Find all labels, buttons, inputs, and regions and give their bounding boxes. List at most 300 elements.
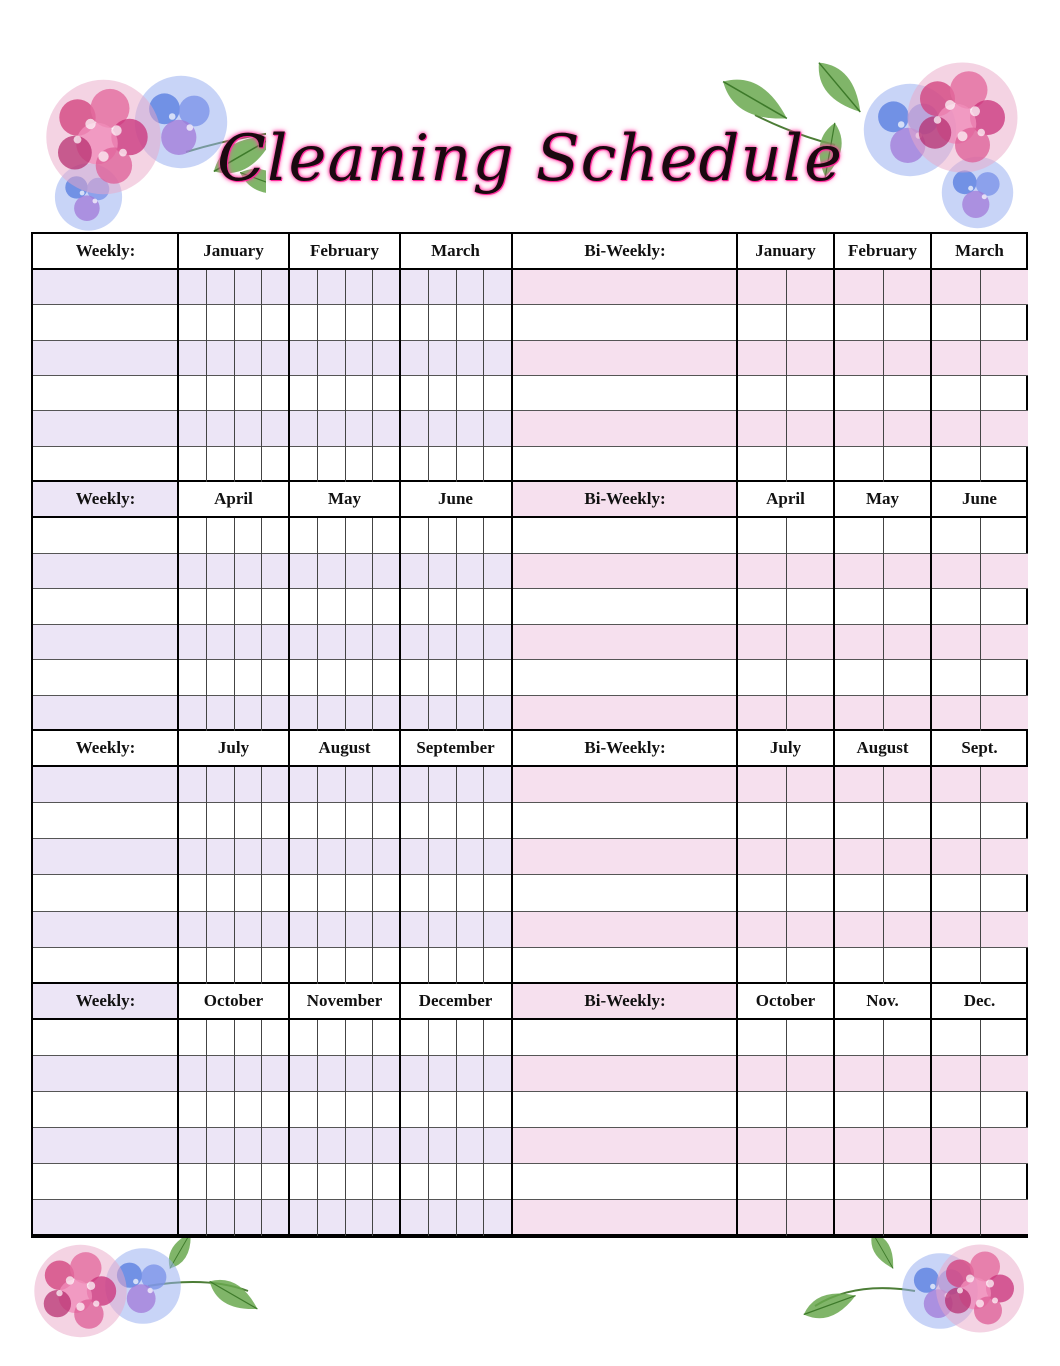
weekly-check-cell[interactable] <box>317 696 345 730</box>
biweekly-check-cell[interactable] <box>834 1020 883 1055</box>
biweekly-check-cell[interactable] <box>931 270 980 304</box>
weekly-check-cell[interactable] <box>261 1056 289 1091</box>
weekly-check-cell[interactable] <box>234 1020 262 1055</box>
biweekly-check-cell[interactable] <box>980 876 1029 911</box>
weekly-task-cell[interactable] <box>33 1128 178 1163</box>
weekly-check-cell[interactable] <box>400 589 428 624</box>
weekly-check-cell[interactable] <box>289 839 317 874</box>
weekly-check-cell[interactable] <box>345 1128 373 1163</box>
weekly-check-cell[interactable] <box>345 1164 373 1199</box>
weekly-check-cell[interactable] <box>206 305 234 339</box>
biweekly-check-cell[interactable] <box>737 767 786 802</box>
biweekly-check-cell[interactable] <box>931 1020 980 1055</box>
weekly-check-cell[interactable] <box>400 341 428 375</box>
weekly-check-cell[interactable] <box>456 876 484 911</box>
biweekly-check-cell[interactable] <box>883 270 932 304</box>
weekly-check-cell[interactable] <box>178 948 206 982</box>
weekly-check-cell[interactable] <box>317 767 345 802</box>
biweekly-check-cell[interactable] <box>786 1020 835 1055</box>
weekly-check-cell[interactable] <box>261 447 289 480</box>
biweekly-check-cell[interactable] <box>834 270 883 304</box>
biweekly-check-cell[interactable] <box>786 696 835 730</box>
biweekly-task-cell[interactable] <box>513 589 737 624</box>
weekly-check-cell[interactable] <box>289 411 317 445</box>
biweekly-check-cell[interactable] <box>737 696 786 730</box>
biweekly-check-cell[interactable] <box>931 518 980 553</box>
biweekly-task-cell[interactable] <box>513 554 737 589</box>
weekly-check-cell[interactable] <box>456 912 484 947</box>
weekly-check-cell[interactable] <box>400 270 428 304</box>
weekly-check-cell[interactable] <box>372 660 400 695</box>
biweekly-check-cell[interactable] <box>980 341 1029 375</box>
weekly-check-cell[interactable] <box>261 839 289 874</box>
weekly-check-cell[interactable] <box>317 1092 345 1127</box>
weekly-check-cell[interactable] <box>345 839 373 874</box>
weekly-task-cell[interactable] <box>33 803 178 838</box>
weekly-check-cell[interactable] <box>400 660 428 695</box>
biweekly-check-cell[interactable] <box>931 696 980 730</box>
biweekly-check-cell[interactable] <box>931 767 980 802</box>
weekly-check-cell[interactable] <box>234 1200 262 1234</box>
weekly-check-cell[interactable] <box>456 589 484 624</box>
biweekly-check-cell[interactable] <box>737 447 786 480</box>
weekly-check-cell[interactable] <box>261 948 289 982</box>
biweekly-check-cell[interactable] <box>931 912 980 947</box>
biweekly-task-cell[interactable] <box>513 1056 737 1091</box>
weekly-task-cell[interactable] <box>33 948 178 982</box>
weekly-check-cell[interactable] <box>428 767 456 802</box>
biweekly-check-cell[interactable] <box>834 589 883 624</box>
weekly-check-cell[interactable] <box>317 305 345 339</box>
weekly-check-cell[interactable] <box>178 660 206 695</box>
weekly-check-cell[interactable] <box>289 589 317 624</box>
biweekly-check-cell[interactable] <box>883 1200 932 1234</box>
weekly-check-cell[interactable] <box>400 305 428 339</box>
weekly-check-cell[interactable] <box>178 341 206 375</box>
biweekly-check-cell[interactable] <box>883 876 932 911</box>
weekly-check-cell[interactable] <box>289 376 317 410</box>
weekly-check-cell[interactable] <box>345 660 373 695</box>
weekly-check-cell[interactable] <box>206 589 234 624</box>
biweekly-task-cell[interactable] <box>513 1020 737 1055</box>
biweekly-task-cell[interactable] <box>513 696 737 730</box>
biweekly-task-cell[interactable] <box>513 839 737 874</box>
weekly-check-cell[interactable] <box>428 554 456 589</box>
weekly-check-cell[interactable] <box>456 1200 484 1234</box>
biweekly-check-cell[interactable] <box>980 589 1029 624</box>
weekly-check-cell[interactable] <box>428 341 456 375</box>
weekly-check-cell[interactable] <box>234 376 262 410</box>
weekly-check-cell[interactable] <box>234 270 262 304</box>
weekly-check-cell[interactable] <box>261 912 289 947</box>
weekly-check-cell[interactable] <box>206 912 234 947</box>
weekly-check-cell[interactable] <box>400 876 428 911</box>
weekly-check-cell[interactable] <box>483 1164 511 1199</box>
weekly-check-cell[interactable] <box>206 1092 234 1127</box>
weekly-check-cell[interactable] <box>178 554 206 589</box>
weekly-check-cell[interactable] <box>289 305 317 339</box>
weekly-check-cell[interactable] <box>234 767 262 802</box>
weekly-check-cell[interactable] <box>400 1128 428 1163</box>
weekly-check-cell[interactable] <box>261 270 289 304</box>
weekly-check-cell[interactable] <box>289 948 317 982</box>
weekly-check-cell[interactable] <box>345 767 373 802</box>
weekly-task-cell[interactable] <box>33 447 178 480</box>
biweekly-check-cell[interactable] <box>786 554 835 589</box>
weekly-task-cell[interactable] <box>33 270 178 304</box>
weekly-check-cell[interactable] <box>234 447 262 480</box>
weekly-check-cell[interactable] <box>372 1128 400 1163</box>
weekly-check-cell[interactable] <box>206 1056 234 1091</box>
biweekly-check-cell[interactable] <box>883 696 932 730</box>
weekly-check-cell[interactable] <box>206 518 234 553</box>
biweekly-check-cell[interactable] <box>931 839 980 874</box>
weekly-check-cell[interactable] <box>372 341 400 375</box>
weekly-check-cell[interactable] <box>178 625 206 660</box>
weekly-check-cell[interactable] <box>456 518 484 553</box>
weekly-check-cell[interactable] <box>206 696 234 730</box>
biweekly-check-cell[interactable] <box>834 876 883 911</box>
weekly-check-cell[interactable] <box>261 876 289 911</box>
weekly-task-cell[interactable] <box>33 1164 178 1199</box>
weekly-check-cell[interactable] <box>206 341 234 375</box>
biweekly-check-cell[interactable] <box>834 1164 883 1199</box>
biweekly-check-cell[interactable] <box>834 518 883 553</box>
biweekly-check-cell[interactable] <box>737 1128 786 1163</box>
weekly-check-cell[interactable] <box>317 839 345 874</box>
weekly-check-cell[interactable] <box>289 1092 317 1127</box>
biweekly-check-cell[interactable] <box>883 341 932 375</box>
biweekly-check-cell[interactable] <box>786 1200 835 1234</box>
biweekly-check-cell[interactable] <box>834 554 883 589</box>
weekly-check-cell[interactable] <box>456 948 484 982</box>
weekly-task-cell[interactable] <box>33 625 178 660</box>
weekly-task-cell[interactable] <box>33 876 178 911</box>
weekly-check-cell[interactable] <box>289 803 317 838</box>
weekly-check-cell[interactable] <box>428 839 456 874</box>
weekly-check-cell[interactable] <box>428 803 456 838</box>
weekly-check-cell[interactable] <box>289 1056 317 1091</box>
biweekly-check-cell[interactable] <box>786 1164 835 1199</box>
weekly-check-cell[interactable] <box>428 696 456 730</box>
weekly-check-cell[interactable] <box>345 912 373 947</box>
biweekly-task-cell[interactable] <box>513 305 737 339</box>
biweekly-check-cell[interactable] <box>737 1092 786 1127</box>
weekly-check-cell[interactable] <box>345 447 373 480</box>
weekly-check-cell[interactable] <box>428 625 456 660</box>
weekly-check-cell[interactable] <box>456 660 484 695</box>
weekly-check-cell[interactable] <box>400 1200 428 1234</box>
biweekly-check-cell[interactable] <box>980 1164 1029 1199</box>
biweekly-check-cell[interactable] <box>883 660 932 695</box>
biweekly-check-cell[interactable] <box>883 518 932 553</box>
weekly-check-cell[interactable] <box>178 589 206 624</box>
weekly-check-cell[interactable] <box>289 696 317 730</box>
weekly-check-cell[interactable] <box>400 948 428 982</box>
biweekly-check-cell[interactable] <box>737 948 786 982</box>
weekly-check-cell[interactable] <box>317 270 345 304</box>
biweekly-check-cell[interactable] <box>883 554 932 589</box>
weekly-check-cell[interactable] <box>178 376 206 410</box>
weekly-check-cell[interactable] <box>261 341 289 375</box>
weekly-check-cell[interactable] <box>317 1020 345 1055</box>
weekly-check-cell[interactable] <box>261 1200 289 1234</box>
weekly-check-cell[interactable] <box>372 270 400 304</box>
weekly-task-cell[interactable] <box>33 1020 178 1055</box>
weekly-check-cell[interactable] <box>372 554 400 589</box>
biweekly-check-cell[interactable] <box>786 625 835 660</box>
weekly-check-cell[interactable] <box>372 1056 400 1091</box>
biweekly-check-cell[interactable] <box>931 876 980 911</box>
weekly-check-cell[interactable] <box>206 1164 234 1199</box>
weekly-check-cell[interactable] <box>317 625 345 660</box>
biweekly-check-cell[interactable] <box>883 625 932 660</box>
weekly-check-cell[interactable] <box>483 270 511 304</box>
weekly-check-cell[interactable] <box>428 1056 456 1091</box>
weekly-check-cell[interactable] <box>456 305 484 339</box>
biweekly-check-cell[interactable] <box>786 270 835 304</box>
weekly-check-cell[interactable] <box>234 660 262 695</box>
biweekly-task-cell[interactable] <box>513 1092 737 1127</box>
weekly-check-cell[interactable] <box>289 447 317 480</box>
weekly-check-cell[interactable] <box>428 447 456 480</box>
biweekly-check-cell[interactable] <box>883 376 932 410</box>
biweekly-check-cell[interactable] <box>980 518 1029 553</box>
weekly-task-cell[interactable] <box>33 589 178 624</box>
biweekly-check-cell[interactable] <box>786 589 835 624</box>
weekly-check-cell[interactable] <box>289 876 317 911</box>
weekly-check-cell[interactable] <box>483 1056 511 1091</box>
biweekly-check-cell[interactable] <box>786 948 835 982</box>
weekly-check-cell[interactable] <box>234 341 262 375</box>
weekly-check-cell[interactable] <box>261 1128 289 1163</box>
weekly-task-cell[interactable] <box>33 341 178 375</box>
biweekly-check-cell[interactable] <box>883 1128 932 1163</box>
weekly-check-cell[interactable] <box>206 625 234 660</box>
biweekly-check-cell[interactable] <box>737 589 786 624</box>
weekly-check-cell[interactable] <box>261 305 289 339</box>
biweekly-check-cell[interactable] <box>737 912 786 947</box>
biweekly-check-cell[interactable] <box>931 554 980 589</box>
weekly-check-cell[interactable] <box>372 305 400 339</box>
weekly-check-cell[interactable] <box>400 839 428 874</box>
biweekly-check-cell[interactable] <box>834 1128 883 1163</box>
biweekly-check-cell[interactable] <box>737 305 786 339</box>
weekly-check-cell[interactable] <box>428 270 456 304</box>
biweekly-check-cell[interactable] <box>834 912 883 947</box>
weekly-check-cell[interactable] <box>345 411 373 445</box>
weekly-check-cell[interactable] <box>345 1020 373 1055</box>
biweekly-check-cell[interactable] <box>931 1164 980 1199</box>
weekly-check-cell[interactable] <box>428 912 456 947</box>
weekly-check-cell[interactable] <box>372 447 400 480</box>
weekly-check-cell[interactable] <box>372 912 400 947</box>
weekly-check-cell[interactable] <box>456 554 484 589</box>
weekly-check-cell[interactable] <box>206 447 234 480</box>
weekly-check-cell[interactable] <box>456 447 484 480</box>
weekly-check-cell[interactable] <box>317 376 345 410</box>
weekly-check-cell[interactable] <box>289 1020 317 1055</box>
biweekly-check-cell[interactable] <box>786 912 835 947</box>
biweekly-check-cell[interactable] <box>980 554 1029 589</box>
biweekly-check-cell[interactable] <box>737 625 786 660</box>
weekly-check-cell[interactable] <box>234 1164 262 1199</box>
biweekly-check-cell[interactable] <box>786 1092 835 1127</box>
biweekly-check-cell[interactable] <box>883 589 932 624</box>
weekly-check-cell[interactable] <box>400 411 428 445</box>
weekly-check-cell[interactable] <box>483 696 511 730</box>
weekly-check-cell[interactable] <box>178 1020 206 1055</box>
weekly-check-cell[interactable] <box>483 803 511 838</box>
weekly-check-cell[interactable] <box>428 876 456 911</box>
weekly-check-cell[interactable] <box>372 1164 400 1199</box>
biweekly-task-cell[interactable] <box>513 518 737 553</box>
weekly-check-cell[interactable] <box>178 1092 206 1127</box>
biweekly-check-cell[interactable] <box>980 803 1029 838</box>
weekly-task-cell[interactable] <box>33 376 178 410</box>
weekly-check-cell[interactable] <box>261 767 289 802</box>
weekly-check-cell[interactable] <box>234 411 262 445</box>
weekly-check-cell[interactable] <box>178 876 206 911</box>
weekly-check-cell[interactable] <box>345 554 373 589</box>
weekly-check-cell[interactable] <box>372 767 400 802</box>
weekly-check-cell[interactable] <box>317 876 345 911</box>
biweekly-task-cell[interactable] <box>513 876 737 911</box>
weekly-check-cell[interactable] <box>289 912 317 947</box>
weekly-check-cell[interactable] <box>317 1056 345 1091</box>
biweekly-check-cell[interactable] <box>980 1128 1029 1163</box>
weekly-check-cell[interactable] <box>234 1056 262 1091</box>
weekly-check-cell[interactable] <box>317 948 345 982</box>
biweekly-task-cell[interactable] <box>513 1200 737 1234</box>
weekly-check-cell[interactable] <box>317 554 345 589</box>
biweekly-check-cell[interactable] <box>834 803 883 838</box>
weekly-check-cell[interactable] <box>206 554 234 589</box>
biweekly-task-cell[interactable] <box>513 767 737 802</box>
biweekly-check-cell[interactable] <box>883 1092 932 1127</box>
weekly-check-cell[interactable] <box>261 1164 289 1199</box>
weekly-check-cell[interactable] <box>400 767 428 802</box>
weekly-check-cell[interactable] <box>234 696 262 730</box>
biweekly-check-cell[interactable] <box>883 1164 932 1199</box>
biweekly-check-cell[interactable] <box>834 660 883 695</box>
weekly-check-cell[interactable] <box>483 376 511 410</box>
biweekly-task-cell[interactable] <box>513 803 737 838</box>
biweekly-check-cell[interactable] <box>931 1128 980 1163</box>
weekly-check-cell[interactable] <box>289 341 317 375</box>
weekly-check-cell[interactable] <box>428 660 456 695</box>
weekly-check-cell[interactable] <box>317 912 345 947</box>
weekly-check-cell[interactable] <box>428 1128 456 1163</box>
biweekly-check-cell[interactable] <box>931 305 980 339</box>
weekly-check-cell[interactable] <box>483 518 511 553</box>
biweekly-check-cell[interactable] <box>980 411 1029 445</box>
weekly-check-cell[interactable] <box>483 411 511 445</box>
biweekly-check-cell[interactable] <box>980 305 1029 339</box>
weekly-check-cell[interactable] <box>372 696 400 730</box>
weekly-check-cell[interactable] <box>345 696 373 730</box>
weekly-check-cell[interactable] <box>345 518 373 553</box>
weekly-check-cell[interactable] <box>428 518 456 553</box>
weekly-check-cell[interactable] <box>456 1164 484 1199</box>
weekly-check-cell[interactable] <box>428 376 456 410</box>
biweekly-check-cell[interactable] <box>931 1092 980 1127</box>
biweekly-check-cell[interactable] <box>980 948 1029 982</box>
weekly-check-cell[interactable] <box>206 948 234 982</box>
weekly-check-cell[interactable] <box>289 1164 317 1199</box>
biweekly-check-cell[interactable] <box>980 767 1029 802</box>
weekly-task-cell[interactable] <box>33 1200 178 1234</box>
biweekly-check-cell[interactable] <box>786 305 835 339</box>
biweekly-task-cell[interactable] <box>513 912 737 947</box>
weekly-check-cell[interactable] <box>261 554 289 589</box>
weekly-check-cell[interactable] <box>261 696 289 730</box>
weekly-check-cell[interactable] <box>234 1128 262 1163</box>
weekly-check-cell[interactable] <box>261 589 289 624</box>
weekly-task-cell[interactable] <box>33 554 178 589</box>
weekly-check-cell[interactable] <box>289 1128 317 1163</box>
weekly-check-cell[interactable] <box>317 1164 345 1199</box>
weekly-check-cell[interactable] <box>456 1020 484 1055</box>
weekly-check-cell[interactable] <box>206 839 234 874</box>
weekly-check-cell[interactable] <box>400 1056 428 1091</box>
biweekly-check-cell[interactable] <box>737 839 786 874</box>
weekly-check-cell[interactable] <box>372 839 400 874</box>
weekly-check-cell[interactable] <box>234 1092 262 1127</box>
weekly-check-cell[interactable] <box>483 948 511 982</box>
weekly-check-cell[interactable] <box>289 1200 317 1234</box>
weekly-check-cell[interactable] <box>345 625 373 660</box>
weekly-check-cell[interactable] <box>289 660 317 695</box>
biweekly-task-cell[interactable] <box>513 1164 737 1199</box>
biweekly-check-cell[interactable] <box>786 518 835 553</box>
weekly-check-cell[interactable] <box>261 411 289 445</box>
weekly-check-cell[interactable] <box>483 589 511 624</box>
weekly-task-cell[interactable] <box>33 518 178 553</box>
weekly-check-cell[interactable] <box>345 589 373 624</box>
weekly-check-cell[interactable] <box>372 1020 400 1055</box>
biweekly-check-cell[interactable] <box>737 1164 786 1199</box>
weekly-check-cell[interactable] <box>345 1092 373 1127</box>
weekly-check-cell[interactable] <box>483 305 511 339</box>
biweekly-check-cell[interactable] <box>737 376 786 410</box>
biweekly-check-cell[interactable] <box>980 1200 1029 1234</box>
biweekly-check-cell[interactable] <box>737 518 786 553</box>
biweekly-check-cell[interactable] <box>883 447 932 480</box>
weekly-check-cell[interactable] <box>234 839 262 874</box>
biweekly-task-cell[interactable] <box>513 1128 737 1163</box>
biweekly-check-cell[interactable] <box>834 341 883 375</box>
weekly-check-cell[interactable] <box>345 341 373 375</box>
weekly-check-cell[interactable] <box>483 341 511 375</box>
biweekly-check-cell[interactable] <box>737 803 786 838</box>
weekly-check-cell[interactable] <box>317 1200 345 1234</box>
biweekly-check-cell[interactable] <box>931 625 980 660</box>
weekly-check-cell[interactable] <box>234 912 262 947</box>
weekly-check-cell[interactable] <box>400 376 428 410</box>
weekly-check-cell[interactable] <box>206 1020 234 1055</box>
weekly-check-cell[interactable] <box>483 912 511 947</box>
biweekly-check-cell[interactable] <box>980 447 1029 480</box>
weekly-check-cell[interactable] <box>206 767 234 802</box>
weekly-check-cell[interactable] <box>317 1128 345 1163</box>
weekly-task-cell[interactable] <box>33 696 178 730</box>
biweekly-check-cell[interactable] <box>931 660 980 695</box>
weekly-check-cell[interactable] <box>456 341 484 375</box>
biweekly-check-cell[interactable] <box>980 839 1029 874</box>
weekly-task-cell[interactable] <box>33 660 178 695</box>
biweekly-check-cell[interactable] <box>786 660 835 695</box>
